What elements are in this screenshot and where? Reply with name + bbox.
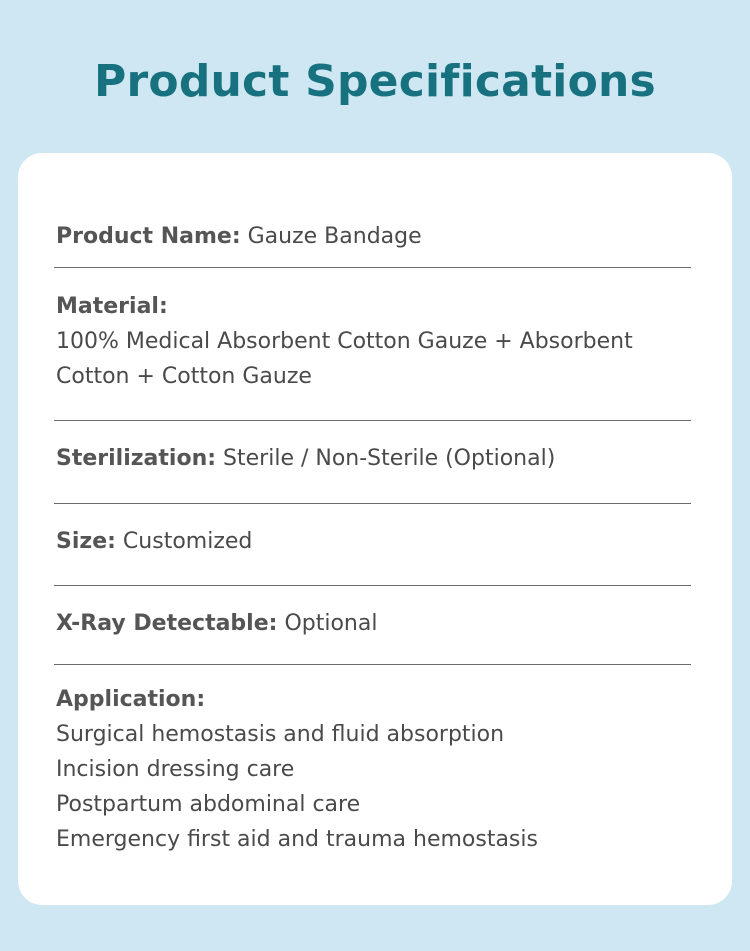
spec-sterilization: [56, 441, 692, 476]
divider: [54, 664, 691, 665]
spec-value-line: Emergency first aid and trauma hemostasis: [56, 827, 538, 852]
spec-label: Size:: [56, 529, 116, 554]
spec-label: Sterilization:: [56, 446, 217, 471]
spec-xray-detectable: [56, 606, 692, 641]
spec-value: Optional: [284, 611, 378, 636]
spec-value-line: Cotton + Cotton Gauze: [56, 364, 312, 389]
spec-value-line: Surgical hemostasis and fluid absorption: [56, 722, 505, 747]
spec-value: Customized: [122, 529, 253, 554]
spec-value: Sterile / Non-Sterile (Optional): [223, 446, 556, 471]
spec-size: [56, 524, 692, 559]
page-title: Product Specifications: [94, 56, 656, 107]
spec-label: Application:: [56, 687, 206, 712]
divider: [54, 585, 691, 586]
spec-material: [56, 289, 692, 394]
divider: [54, 420, 691, 421]
specifications-card: [18, 153, 732, 905]
spec-value-line: Postpartum abdominal care: [56, 792, 361, 817]
divider: [54, 503, 691, 504]
spec-value-line: Incision dressing care: [56, 757, 295, 782]
spec-label: Product Name:: [56, 224, 241, 249]
spec-label: Material:: [56, 294, 168, 319]
spec-value: Gauze Bandage: [247, 224, 422, 249]
spec-value-line: 100% Medical Absorbent Cotton Gauze + Absorbent: [56, 329, 633, 354]
spec-application: [56, 682, 692, 857]
divider: [54, 267, 691, 268]
spec-product-name: [56, 219, 692, 254]
spec-label: X-Ray Detectable:: [56, 611, 278, 636]
